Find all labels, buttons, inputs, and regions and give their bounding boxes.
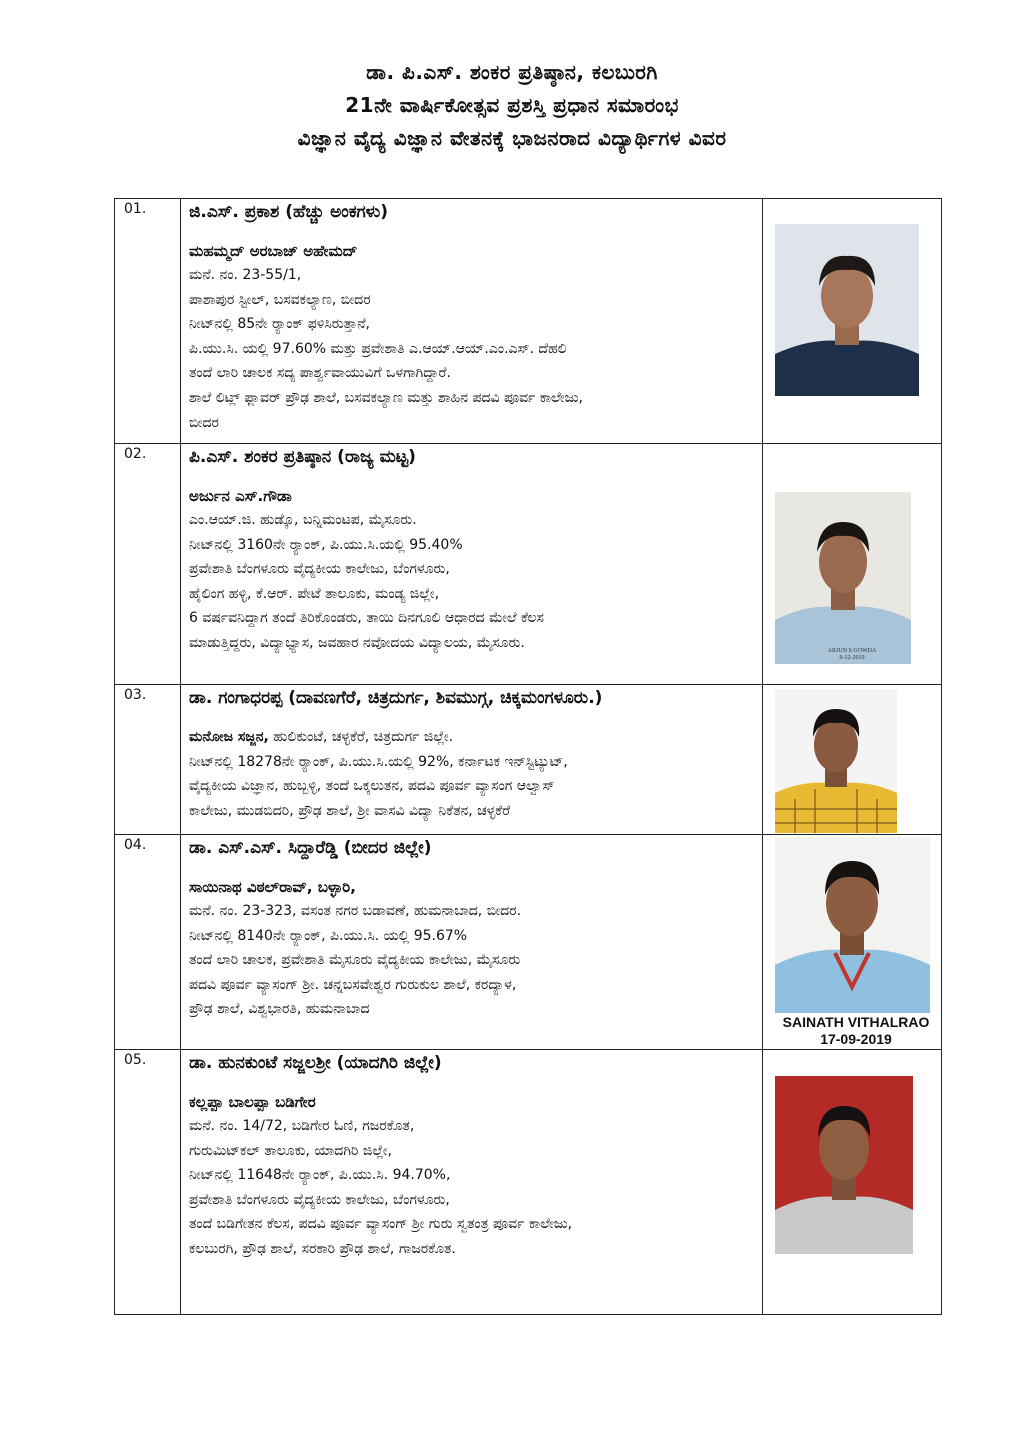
photo-cell	[763, 1050, 942, 1315]
row-number: 01.	[115, 199, 181, 444]
table-row	[115, 1050, 942, 1315]
detail-line: ಕಲಬುರಗಿ, ಪ್ರೌಢ ಶಾಲೆ, ಸರಕಾರಿ ಪ್ರೌಢ ಶಾಲೆ, ಗಾಜರಕೊತ.	[189, 1240, 456, 1257]
row-content	[181, 835, 763, 1050]
photo-cell	[763, 444, 942, 685]
table-row	[115, 685, 942, 835]
student-name: ಸಾಯಿನಾಥ ವಿಠಲ್‌ರಾವ್, ಬಳ್ಳಾರಿ,	[189, 878, 356, 896]
detail-line: ತಂದೆ ಲಾರಿ ಚಾಲಕ ಸದ್ಯ ಪಾರ್ಶ್ವವಾಯುವಿಗೆ ಒಳಗಾಗಿದ್ದಾರೆ.	[189, 365, 451, 382]
photo-cell	[763, 685, 942, 835]
row-content	[181, 444, 763, 685]
award-title: ಡಾ. ಎಸ್.ಎಸ್. ಸಿದ್ದಾರೆಡ್ಡಿ (ಬೀದರ ಜಿಲ್ಲೇ)	[189, 838, 432, 858]
award-title: ಪಿ.ಎಸ್. ಶಂಕರ ಪ್ರತಿಷ್ಠಾನ (ರಾಜ್ಯ ಮಟ್ಟ)	[189, 447, 416, 467]
row-number: 02.	[115, 444, 181, 685]
award-title: ಜಿ.ಎಸ್. ಪ್ರಕಾಶ (ಹೆಚ್ಚು ಅಂಕಗಳು)	[189, 202, 389, 222]
detail-line: ನೀಟ್‌ನಲ್ಲಿ 3160ನೇ ರ್‍ಯಾಂಕ್, ಪಿ.ಯು.ಸಿ.ಯಲ್ಲಿ 95.40%	[189, 536, 463, 553]
student-place: ಹುಲಿಕುಂಟೆ, ಚಳ್ಳಕೆರೆ, ಚಿತ್ರದುರ್ಗ ಜಿಲ್ಲೇ.	[268, 729, 454, 745]
student-name: ಕಲ್ಲಪ್ಪಾ ಬಾಲಪ್ಪಾ ಬಡಿಗೇರ	[189, 1093, 316, 1111]
row-content	[181, 199, 763, 444]
award-title: ಡಾ. ಗಂಗಾಧರಪ್ಪ (ದಾವಣಗೆರೆ, ಚಿತ್ರದುರ್ಗ, ಶಿವಮುಗ್ಗ, ಚಿಕ್ಕಮಂಗಳೂರು.)	[189, 688, 603, 708]
detail-line: ನೀಟ್‌ನಲ್ಲಿ 85ನೇ ರ್‍ಯಾಂಕ್ ಫಳಿಸಿರುತ್ತಾನೆ,	[189, 316, 370, 333]
student-photo	[775, 837, 930, 1013]
photo-cell	[763, 835, 942, 1050]
detail-line: ನೀಟ್‌ನಲ್ಲಿ 18278ನೇ ರ್‍ಯಾಂಕ್, ಪಿ.ಯು.ಸಿ.ಯಲ್ಲಿ 92%, ಕರ್ನಾಟಕ ಇನ್‌ಸ್ಟಿಟ್ಯುಟ್,	[189, 753, 568, 770]
detail-line: ಮನೆ. ನಂ. 23-55/1,	[189, 267, 302, 283]
header-line-3: ವಿಜ್ಞಾನ ವೈದ್ಯ ವಿಜ್ಞಾನ ವೇತನಕ್ಕೆ ಭಾಜನರಾದ ವಿದ್ಯಾರ್ಥಿಗಳ ವಿವರ	[297, 126, 727, 150]
detail-line: ಶಾಲೆ ಲಿಟ್ಲ್ ಫ್ಲಾವರ್ ಪ್ರೌಢ ಶಾಲೆ, ಬಸವಕಲ್ಯಾಣ ಮತ್ತು ಶಾಹಿನ ಪದವಿ ಪೂರ್ವ ಕಾಲೇಜು,	[189, 389, 583, 406]
detail-line: ಮನೆ. ನಂ. 23-323, ವಸಂತ ನಗರ ಬಡಾವಣೆ, ಹುಮನಾಬಾದ, ಬೀದರ.	[189, 903, 522, 919]
header-line-2: 21ನೇ ವಾರ್ಷಿಕೋತ್ಸವ ಪ್ರಶಸ್ತಿ ಪ್ರಧಾನ ಸಮಾರಂಭ	[345, 93, 679, 117]
photo-caption: 17-09-2019	[820, 1031, 892, 1047]
detail-line: 6 ವರ್ಷವನಿದ್ದಾಗ ತಂದೆ ತಿರಿಕೊಂಡರು, ತಾಯಿ ದಿನಗೂಲಿ ಆಧಾರದ ಮೇಲೆ ಕೆಲಸ	[189, 610, 544, 627]
student-photo	[775, 492, 911, 664]
detail-line: ಮಾಡುತ್ತಿದ್ದರು, ವಿದ್ಯಾಭ್ಯಾಸ, ಜವಹಾರ ನವೋದಯ ವಿದ್ಯಾಲಯ, ಮೈಸೂರು.	[189, 634, 525, 651]
student-photo	[775, 1076, 913, 1254]
student-name-line	[189, 725, 754, 750]
students-table	[114, 198, 942, 1315]
detail-line: ಗುರುಮಿಟ್‌ಕಲ್ ತಾಲೂಕು, ಯಾದಗಿರಿ ಜಿಲ್ಲೇ,	[189, 1142, 393, 1159]
photo-caption: 6-12-2019	[839, 655, 865, 661]
detail-line: ಪದವಿ ಪೂರ್ವ ವ್ಯಾಸಂಗ್ ಶ್ರೀ. ಚನ್ನಬಸವೇಶ್ವರ ಗುರುಕುಲ ಶಾಲೆ, ಕರದ್ಯಾಳ,	[189, 976, 517, 993]
detail-line: ತಂದೆ ಲಾರಿ ಚಾಲಕ, ಪ್ರವೇಶಾತಿ ಮೈಸೂರು ವೈದ್ಯಕೀಯ ಕಾಲೇಜು, ಮೈಸೂರು	[189, 952, 521, 969]
document-header	[0, 56, 1024, 155]
detail-line: ಕಾಲೇಜು, ಮುಡಬಿದರಿ, ಪ್ರೌಢ ಶಾಲೆ, ಶ್ರೀ ವಾಸವಿ ವಿದ್ಯಾ ನಿಕೆತನ, ಚಳ್ಳಕೆರೆ	[189, 802, 511, 819]
detail-line: ಪ್ರವೇಶಾತಿ ಬೆಂಗಳೂರು ವೈದ್ಯಕೀಯ ಕಾಲೇಜು, ಬೆಂಗಳೂರು,	[189, 1191, 450, 1208]
table-row	[115, 199, 942, 444]
student-photo	[775, 689, 897, 833]
student-name: ಅರ್ಜುನ ಎಸ್.ಗೌಡಾ	[189, 487, 292, 505]
photo-caption: ARJUN S GOWDA	[827, 648, 877, 654]
row-number: 03.	[115, 685, 181, 835]
student-name: ಮನೋಜ ಸಜ್ಜನ,	[189, 729, 269, 745]
detail-line: ಮನೆ. ನಂ. 14/72, ಬಡಿಗೇರ ಓಣಿ, ಗಜರಕೊತ,	[189, 1118, 415, 1134]
detail-line: ಬೀದರ	[189, 414, 219, 431]
detail-line: ಪಿ.ಯು.ಸಿ. ಯಲ್ಲಿ 97.60% ಮತ್ತು ಪ್ರವೇಶಾತಿ ಎ.ಆಯ್.ಆಯ್.ಎಂ.ಎಸ್. ದೆಹಲಿ	[189, 340, 567, 357]
row-content	[181, 685, 763, 835]
detail-line: ವೈದ್ಯಕೀಯ ವಿಜ್ಞಾನ, ಹುಬ್ಬಳ್ಳಿ, ತಂದೆ ಒಕ್ಕಲುತನ, ಪದವಿ ಪೂರ್ವ ವ್ಯಾಸಂಗ ಆಲ್ವಾಸ್	[189, 778, 555, 795]
detail-line: ತಂದೆ ಬಡಿಗೇತನ ಕೆಲಸ, ಪದವಿ ಪೂರ್ವ ವ್ಯಾಸಂಗ್ ಶ್ರೀ ಗುರು ಸ್ವತಂತ್ರ ಪೂರ್ವ ಕಾಲೇಜು,	[189, 1216, 573, 1233]
row-number: 05.	[115, 1050, 181, 1315]
table-row	[115, 444, 942, 685]
student-photo	[775, 224, 919, 396]
award-title: ಡಾ. ಹುನಕುಂಟೆ ಸಜ್ಜಲಶ್ರೀ (ಯಾದಗಿರಿ ಜಿಲ್ಲೇ)	[189, 1053, 442, 1073]
row-content	[181, 1050, 763, 1315]
photo-cell	[763, 199, 942, 444]
student-name: ಮಹಮ್ಮದ್ ಅರಬಾಜ್ ಅಹೇಮದ್	[189, 242, 358, 260]
photo-caption: SAINATH VITHALRAO	[782, 1014, 930, 1030]
detail-line: ನೀಟ್‌ನಲ್ಲಿ 8140ನೇ ರ್‍ಯಾಂಕ್, ಪಿ.ಯು.ಸಿ. ಯಲ್ಲಿ 95.67%	[189, 927, 468, 944]
detail-line: ಪ್ರೌಢ ಶಾಲೆ, ವಿಶ್ವಭಾರತಿ, ಹುಮನಾಬಾದ	[189, 1001, 370, 1018]
header-line-1: ಡಾ. ಪಿ.ಎಸ್. ಶಂಕರ ಪ್ರತಿಷ್ಠಾನ, ಕಲಬುರಗಿ	[366, 60, 658, 84]
table-row	[115, 835, 942, 1050]
detail-line: ಎಂ.ಆಯ್.ಜಿ. ಹುಡ್ಕೊ, ಬನ್ನಿಮಂಟಪ, ಮೈಸೂರು.	[189, 512, 417, 528]
detail-line: ಹೈಲಿಂಗ ಹಳ್ಳಿ, ಕೆ.ಆರ್. ಪೇಟೆ ತಾಲೂಕು, ಮಂಡ್ಯ ಜಿಲ್ಲೇ,	[189, 585, 440, 602]
detail-line: ಪಾಶಾಪುರ ಸ್ಟೀಲ್, ಬಸವಕಲ್ಯಾಣ, ಬೀದರ	[189, 291, 371, 308]
detail-line: ಪ್ರವೇಶಾತಿ ಬೆಂಗಳೂರು ವೈದ್ಯಕೀಯ ಕಾಲೇಜು, ಬೆಂಗಳೂರು,	[189, 561, 450, 578]
detail-line: ನೀಟ್‌ನಲ್ಲಿ 11648ನೇ ರ್‍ಯಾಂಕ್, ಪಿ.ಯು.ಸಿ. 94.70%,	[189, 1167, 451, 1184]
row-number: 04.	[115, 835, 181, 1050]
